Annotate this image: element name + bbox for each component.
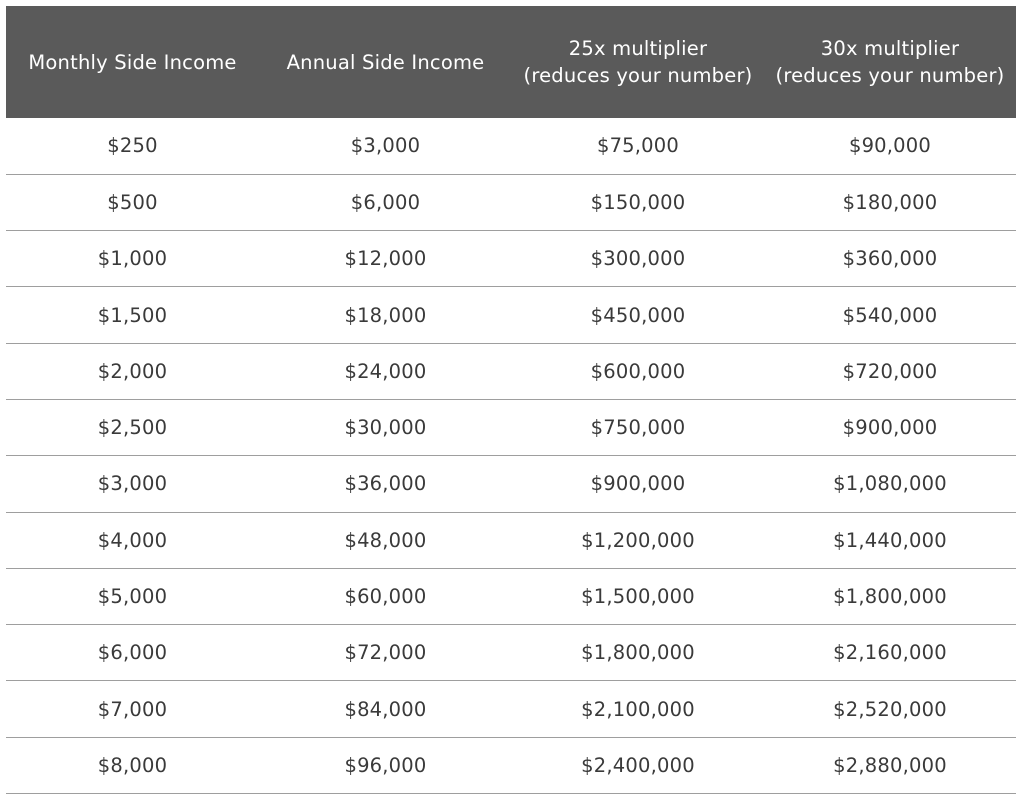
table-row xyxy=(6,737,1016,793)
cell-25x: $600,000 xyxy=(512,343,764,399)
table-row xyxy=(6,512,1016,568)
cell-annual: $6,000 xyxy=(259,174,512,230)
table-row xyxy=(6,231,1016,287)
cell-30x: $1,080,000 xyxy=(764,456,1016,512)
header-subline: (reduces your number) xyxy=(775,64,1005,87)
cell-monthly: $2,000 xyxy=(6,343,259,399)
cell-annual: $24,000 xyxy=(259,343,512,399)
table-row xyxy=(6,287,1016,343)
header-line: Monthly Side Income xyxy=(28,50,237,74)
cell-25x: $450,000 xyxy=(512,287,764,343)
cell-monthly: $1,000 xyxy=(6,231,259,287)
cell-annual: $96,000 xyxy=(259,737,512,793)
cell-monthly: $7,000 xyxy=(6,681,259,737)
cell-annual: $48,000 xyxy=(259,512,512,568)
cell-30x: $360,000 xyxy=(764,231,1016,287)
cell-annual: $60,000 xyxy=(259,568,512,624)
cell-30x: $90,000 xyxy=(764,118,1016,174)
cell-monthly: $5,000 xyxy=(6,568,259,624)
header-30x-multiplier xyxy=(764,6,1016,118)
cell-monthly: $4,000 xyxy=(6,512,259,568)
cell-monthly: $3,000 xyxy=(6,456,259,512)
cell-25x: $150,000 xyxy=(512,174,764,230)
cell-annual: $3,000 xyxy=(259,118,512,174)
cell-30x: $2,160,000 xyxy=(764,625,1016,681)
side-income-table-container xyxy=(6,6,1016,794)
cell-annual: $12,000 xyxy=(259,231,512,287)
cell-annual: $36,000 xyxy=(259,456,512,512)
table-row xyxy=(6,625,1016,681)
cell-monthly: $2,500 xyxy=(6,399,259,455)
table-header xyxy=(6,6,1016,118)
cell-25x: $2,100,000 xyxy=(512,681,764,737)
cell-monthly: $1,500 xyxy=(6,287,259,343)
table-row xyxy=(6,681,1016,737)
table-row xyxy=(6,568,1016,624)
table-row xyxy=(6,343,1016,399)
header-subline: (reduces your number) xyxy=(523,64,753,87)
header-monthly-side-income xyxy=(6,6,259,118)
cell-25x: $1,500,000 xyxy=(512,568,764,624)
table-row xyxy=(6,118,1016,174)
header-line: Annual Side Income xyxy=(286,50,485,74)
cell-25x: $2,400,000 xyxy=(512,737,764,793)
header-25x-multiplier xyxy=(512,6,764,118)
cell-monthly: $250 xyxy=(6,118,259,174)
cell-monthly: $500 xyxy=(6,174,259,230)
header-row xyxy=(6,6,1016,118)
cell-25x: $750,000 xyxy=(512,399,764,455)
cell-25x: $300,000 xyxy=(512,231,764,287)
header-annual-side-income xyxy=(259,6,512,118)
table-row xyxy=(6,174,1016,230)
header-line: 30x multiplier xyxy=(820,37,960,60)
cell-annual: $84,000 xyxy=(259,681,512,737)
cell-30x: $2,520,000 xyxy=(764,681,1016,737)
cell-monthly: $6,000 xyxy=(6,625,259,681)
cell-30x: $900,000 xyxy=(764,399,1016,455)
header-line: 25x multiplier xyxy=(568,37,708,60)
cell-monthly: $8,000 xyxy=(6,737,259,793)
cell-30x: $180,000 xyxy=(764,174,1016,230)
cell-30x: $720,000 xyxy=(764,343,1016,399)
cell-30x: $1,440,000 xyxy=(764,512,1016,568)
cell-25x: $75,000 xyxy=(512,118,764,174)
cell-30x: $1,800,000 xyxy=(764,568,1016,624)
table-row xyxy=(6,456,1016,512)
table-row xyxy=(6,399,1016,455)
cell-25x: $900,000 xyxy=(512,456,764,512)
table-body xyxy=(6,118,1016,794)
cell-annual: $18,000 xyxy=(259,287,512,343)
cell-annual: $30,000 xyxy=(259,399,512,455)
cell-annual: $72,000 xyxy=(259,625,512,681)
cell-25x: $1,200,000 xyxy=(512,512,764,568)
cell-30x: $540,000 xyxy=(764,287,1016,343)
cell-25x: $1,800,000 xyxy=(512,625,764,681)
side-income-table xyxy=(6,6,1016,794)
cell-30x: $2,880,000 xyxy=(764,737,1016,793)
